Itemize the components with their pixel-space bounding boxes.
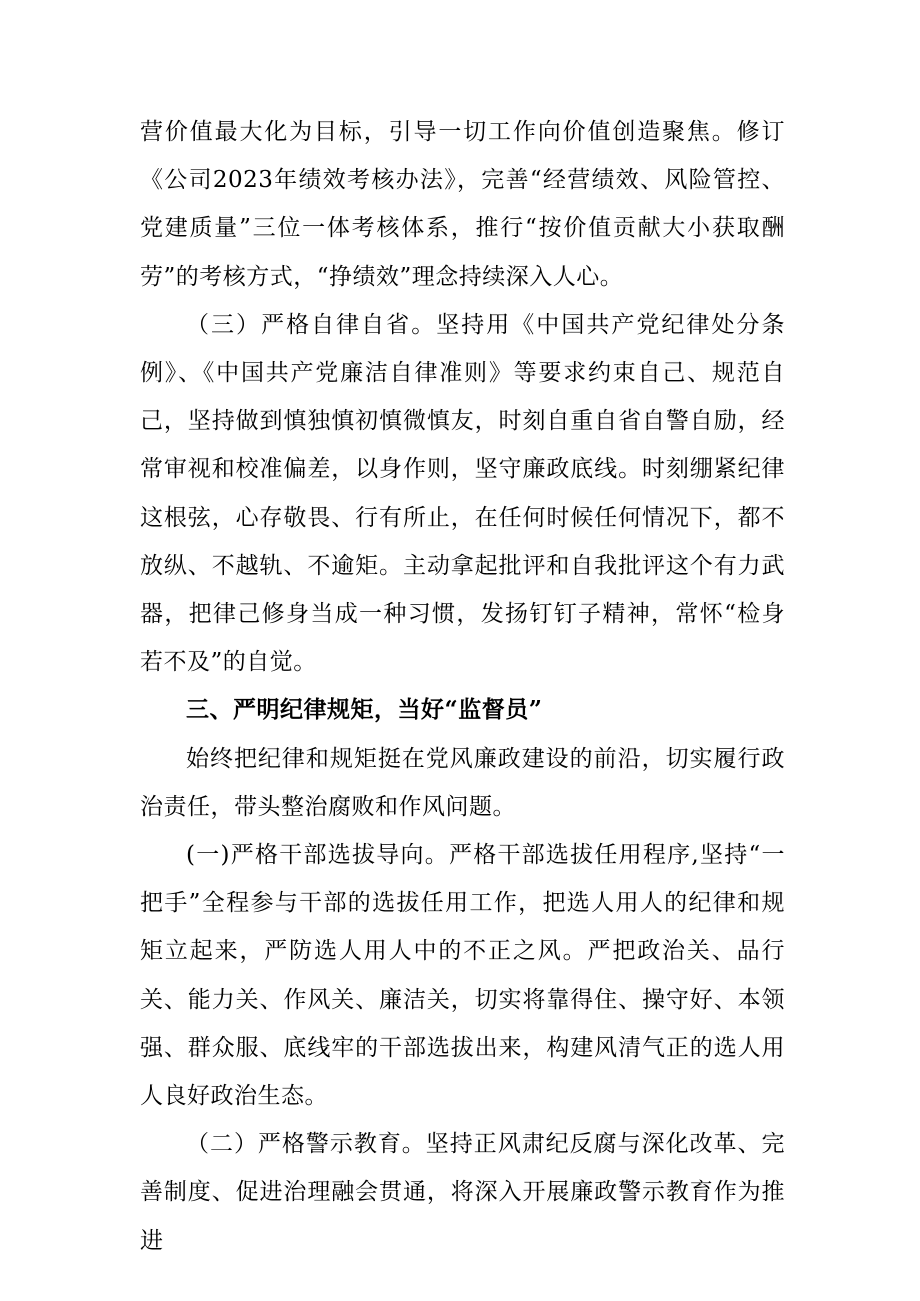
- paragraph-section-intro: 始终把纪律和规矩挺在党风廉政建设的前沿，切实履行政治责任，带头整治腐败和作风问题。: [140, 745, 785, 820]
- section-heading-discipline-rules: 三、严明纪律规矩，当好“监督员”: [186, 696, 543, 724]
- paragraph-cadre-selection: (一)严格干部选拔导向。严格干部选拔任用程序,坚持“一把手”全程参与干部的选拔任用工作，把选人用人的纪律和规矩立起来，严防选人用人中的不正之风。严把政治关、品行关、能力关、作风关、廉洁关，切实将靠得住、操守好、本领强、群众服、底线牢的干部选拔出来，构建风清气正的选人用人良好政治生态。: [140, 842, 785, 1110]
- paragraph-performance-assessment: 营价值最大化为目标，引导一切工作向价值创造聚焦。修订《公司2023年绩效考核办法》，完善“经营绩效、风险管控、党建质量”三位一体考核体系，推行“按价值贡献大小获取酬劳”的考核方式，“挣绩效”理念持续深入人心。: [140, 119, 785, 290]
- paragraph-warning-education: （二）严格警示教育。坚持正风肃纪反腐与深化改革、完善制度、促进治理融会贯通，将深入开展廉政警示教育作为推进: [140, 1131, 785, 1254]
- paragraph-self-discipline: （三）严格自律自省。坚持用《中国共产党纪律处分条例》、《中国共产党廉洁自律准则》等要求约束自己、规范自己，坚持做到慎独慎初慎微慎友，时刻自重自省自警自励，经常审视和校准偏差，以身作则，坚守廉政底线。时刻绷紧纪律这根弦，心存敬畏、行有所止，在任何时候任何情况下，都不放纵、不越轨、不逾矩。主动拿起批评和自我批评这个有力武器，把律己修身当成一种习惯，发扬钉钉子精神，常怀“检身若不及”的自觉。: [140, 311, 785, 676]
- document-page: [140, 108, 785, 1265]
